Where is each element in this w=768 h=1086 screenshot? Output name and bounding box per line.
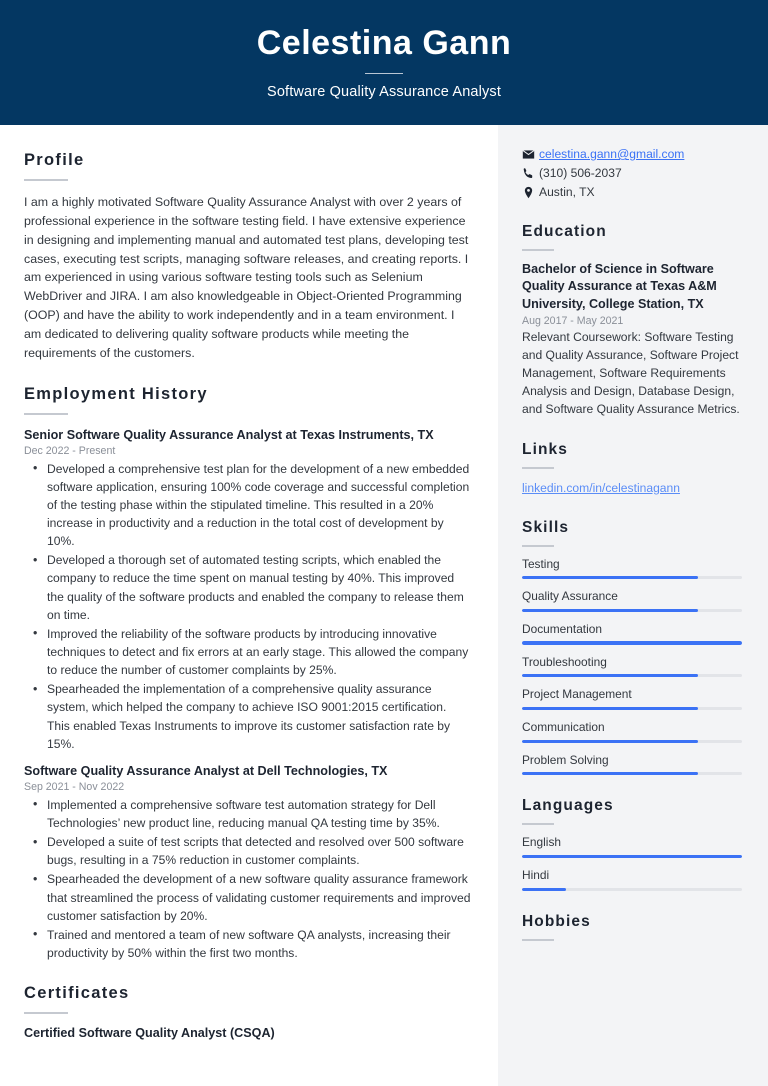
main-column bbox=[0, 125, 498, 1086]
skill-bar-track bbox=[522, 772, 742, 775]
section-divider bbox=[24, 179, 68, 181]
linkedin-link[interactable]: linkedin.com/in/celestinagann bbox=[522, 480, 680, 495]
language-bar-track bbox=[522, 888, 742, 891]
skill-bar-fill bbox=[522, 740, 698, 743]
job-bullet: • Spearheaded the implementation of a comprehensive quality assurance system, which helped the company to achieve ISO 9001:2015 certification. This enabled Texas Instruments to improve its customer satisfaction rate by 15%. bbox=[24, 680, 471, 753]
envelope-icon bbox=[522, 148, 539, 161]
language-bar-fill bbox=[522, 888, 566, 891]
job-bullet: • Spearheaded the development of a new software quality assurance framework that streamlined the process of validating customer requirements and improved customer satisfaction by 20%. bbox=[24, 870, 471, 924]
employment-heading: Employment History bbox=[24, 384, 208, 403]
section-divider bbox=[522, 249, 554, 251]
section-divider bbox=[522, 823, 554, 825]
language-item bbox=[522, 868, 742, 891]
language-item bbox=[522, 835, 742, 858]
skill-bar-fill bbox=[522, 707, 698, 710]
skill-label: Problem Solving bbox=[522, 752, 609, 767]
job-bullet: • Improved the reliability of the software products by introducing innovative techniques to detect and fix errors at an early stage. This allowed the company to reduce the number of customer complaints by 25%. bbox=[24, 625, 471, 679]
section-divider bbox=[522, 467, 554, 469]
contact-row-phone bbox=[522, 166, 742, 180]
job-bullets bbox=[24, 796, 471, 962]
links-heading: Links bbox=[522, 440, 568, 458]
skill-label: Quality Assurance bbox=[522, 589, 618, 604]
skill-bar-track bbox=[522, 707, 742, 710]
languages-heading: Languages bbox=[522, 797, 614, 815]
skill-item bbox=[522, 655, 742, 678]
hobbies-section bbox=[522, 913, 742, 941]
education-date: Aug 2017 - May 2021 bbox=[522, 315, 624, 328]
resume-header bbox=[0, 0, 768, 125]
skill-bar-track bbox=[522, 576, 742, 579]
header-divider bbox=[365, 73, 403, 75]
job-bullet: • Developed a suite of test scripts that detected and resolved over 500 software bugs, resulting in a 75% reduction in customer complaints. bbox=[24, 833, 471, 869]
hobbies-heading: Hobbies bbox=[522, 912, 591, 930]
location-text: Austin, TX bbox=[539, 185, 595, 199]
email-link[interactable]: celestina.gann@gmail.com bbox=[539, 147, 685, 161]
skill-item bbox=[522, 720, 742, 743]
education-title: Bachelor of Science in Software Quality Assurance at Texas A&M University, College Station, TX bbox=[522, 262, 717, 311]
contact-row-location bbox=[522, 185, 742, 199]
skills-section bbox=[522, 519, 742, 776]
job-title: Software Quality Assurance Analyst at Dell Technologies, TX bbox=[24, 763, 388, 778]
language-bar-track bbox=[522, 855, 742, 858]
skill-bar-fill bbox=[522, 674, 698, 677]
skill-item bbox=[522, 589, 742, 612]
skill-bar-fill bbox=[522, 576, 698, 579]
job-date: Sep 2021 - Nov 2022 bbox=[24, 780, 125, 793]
skill-bar-track bbox=[522, 641, 742, 644]
education-description: Relevant Coursework: Software Testing and Quality Assurance, Software Project Management, Software Requirements Analysis and Design, Database Design, and Software Quality Assurance Metrics. bbox=[522, 330, 740, 416]
links-section bbox=[522, 441, 742, 497]
profile-section bbox=[24, 151, 471, 363]
skill-label: Communication bbox=[522, 720, 605, 735]
profile-text: I am a highly motivated Software Quality Assurance Analyst with over 2 years of professional experience in the software testing field. I have extensive experience in designing and implementing manual and automated test plans, developing test cases, executing test scripts, managing software releases, and creating reports. I am experienced in using various software testing tools such as Selenium WebDriver and JIRA. I am also knowledgeable in Object-Oriented Programming (OOP) and have the ability to work independently and in a team environment. I am dedicated to delivering quality software products while meeting the requirements of the customers. bbox=[24, 195, 469, 360]
certificates-heading: Certificates bbox=[24, 984, 130, 1003]
skill-bar-track bbox=[522, 740, 742, 743]
job-entry bbox=[24, 427, 471, 753]
skill-label: Documentation bbox=[522, 621, 602, 636]
section-divider bbox=[522, 939, 554, 941]
certificates-section bbox=[24, 984, 471, 1040]
job-bullet: • Developed a comprehensive test plan for the development of a new embedded software application, ensuring 100% code coverage and successful completion of the testing phase within the stipulated timeline. This resulted in a 20% increase in productivity and a reduction in the total cost of development by 10%. bbox=[24, 460, 471, 551]
job-title: Senior Software Quality Assurance Analyst at Texas Instruments, TX bbox=[24, 427, 434, 442]
skill-label: Project Management bbox=[522, 687, 632, 702]
phone-icon bbox=[522, 167, 539, 180]
location-pin-icon bbox=[522, 186, 539, 199]
section-divider bbox=[522, 545, 554, 547]
section-divider bbox=[24, 413, 68, 415]
skill-label: Testing bbox=[522, 556, 560, 571]
languages-section bbox=[522, 797, 742, 890]
education-heading: Education bbox=[522, 223, 607, 240]
education-section bbox=[522, 223, 742, 419]
candidate-job-title: Software Quality Assurance Analyst bbox=[267, 84, 501, 101]
job-bullet: • Trained and mentored a team of new software QA analysts, increasing their productivity by 50% within the first two months. bbox=[24, 926, 471, 962]
language-label: English bbox=[522, 835, 561, 850]
contact-list bbox=[522, 147, 742, 199]
job-bullet: • Implemented a comprehensive software test automation strategy for Dell Technologies’ new product line, reducing manual QA testing time by 35%. bbox=[24, 796, 471, 832]
certificate-title: Certified Software Quality Analyst (CSQA) bbox=[24, 1026, 275, 1041]
skill-item bbox=[522, 622, 742, 645]
candidate-name: Celestina Gann bbox=[256, 23, 512, 62]
section-divider bbox=[24, 1012, 68, 1014]
language-bar-fill bbox=[522, 855, 742, 858]
job-entry bbox=[24, 763, 471, 962]
job-date: Dec 2022 - Present bbox=[24, 444, 116, 457]
skill-bar-fill bbox=[522, 609, 698, 612]
employment-section bbox=[24, 385, 471, 963]
skill-bar-fill bbox=[522, 772, 698, 775]
sidebar-column bbox=[498, 125, 768, 1086]
skill-item bbox=[522, 753, 742, 776]
resume-body bbox=[0, 125, 768, 1086]
job-bullets bbox=[24, 460, 471, 753]
phone-number: (310) 506-2037 bbox=[539, 166, 622, 180]
skills-heading: Skills bbox=[522, 518, 570, 536]
skill-item bbox=[522, 687, 742, 710]
skill-bar-track bbox=[522, 609, 742, 612]
skill-bar-fill bbox=[522, 641, 742, 644]
skill-item bbox=[522, 557, 742, 580]
profile-heading: Profile bbox=[24, 151, 85, 169]
skill-label: Troubleshooting bbox=[522, 654, 607, 669]
job-bullet: • Developed a thorough set of automated testing scripts, which enabled the company to reduce the time spent on manual testing by 40%. This improved the quality of the software products and enabled the company to release them on time. bbox=[24, 551, 471, 624]
skill-bar-track bbox=[522, 674, 742, 677]
contact-row-email bbox=[522, 147, 742, 161]
language-label: Hindi bbox=[522, 868, 550, 883]
